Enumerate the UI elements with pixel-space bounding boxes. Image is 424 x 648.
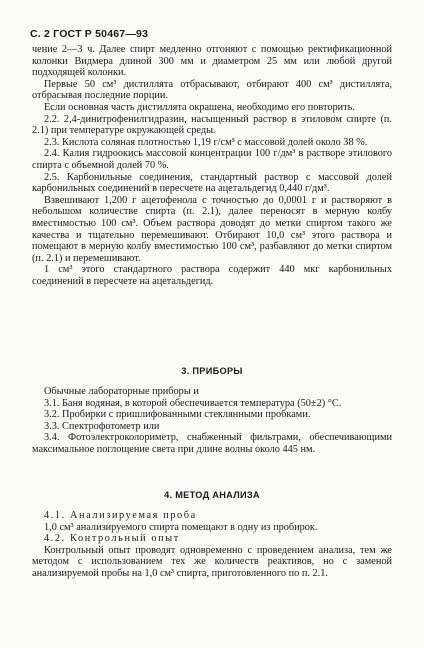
paragraph: 3.3. Спектрофотометр или <box>44 420 160 432</box>
text-block-analysis <box>32 510 392 580</box>
paragraph: 2.3. Кислота соляная плотностью 1,19 г/см³ с массовой долей около 38 %. <box>44 136 368 148</box>
subheading: 4.2. Контрольный опыт <box>44 533 180 545</box>
paragraph: 1,0 см³ анализируемого спирта помещают в одну из пробирок. <box>44 521 318 533</box>
section-heading-instruments: 3. ПРИБОРЫ <box>181 366 243 376</box>
subheading: 4.1. Анализируемая проба <box>44 510 197 521</box>
paragraph: 2.2. 2,4-динитрофенилгидразин, насыщенный раствор в этиловом спирте (п. 2.1) при температуре окружающей среды. <box>32 113 392 137</box>
paragraph: 3.4. Фотоэлектроколориметр, снабженный фильтрами, обеспечивающими максимальное поглощение света при длине волны около 445 нм. <box>32 432 392 455</box>
page-header: С. 2 ГОСТ Р 50467—93 <box>30 28 149 40</box>
section-heading-analysis-method: 4. МЕТОД АНАЛИЗА <box>164 490 260 500</box>
paragraph: 2.4. Калия гидроокись массовой концентрации 100 г/дм³ в растворе этилового спирта с объемной долей 70 %. <box>32 148 392 171</box>
paragraph: Если основная часть дистиллята окрашена, необходимо его повторить. <box>44 101 355 113</box>
text-block-instruments <box>32 386 392 456</box>
paragraph: 2.5. Карбонильные соединения, стандартный раствор с массовой долей карбонильных соединений в пересчете на ацетальдегид 0,440 г/дм³. <box>32 171 392 195</box>
text-block-reagents <box>32 44 392 287</box>
paragraph: Взвешивают 1,200 г ацетофенола с точностью до 0,0001 г и растворяют в небольшом количестве спирта (п. 2.1), далее переносят в мерную колбу вместимостью 100 см³. Объем раствора доводят до метки спиртом такого же качества и тщательно перемешивают. Отбирают 10,0 см³ этого раствора и помещают в мерную колбу вместимостью 100 см³, разбавляют до метки спиртом (п. 2.1) и перемешивают. <box>32 194 392 264</box>
paragraph: 3.2. Пробирки с пришлифованными стеклянными пробками. <box>44 409 311 421</box>
paragraph: чение 2—3 ч. Далее спирт медленно отгоняют с помощью ректификационной колонки Видмера длиной 300 мм и диаметром 25 мм или любой другой подходящей колонки. <box>32 44 392 79</box>
paragraph: Обычные лабораторные приборы и <box>44 386 199 397</box>
paragraph: Первые 50 см³ дистиллята отбрасывают, отбирают 400 см³ дистиллята, отбрасывая последние порции. <box>32 78 392 102</box>
paragraph: 1 см³ этого стандартного раствора содержит 440 мкг карбонильных соединений в пересчете на ацетальдегид. <box>32 264 392 287</box>
paragraph: Контрольный опыт проводят одновременно с проведением анализа, тем же методом с использованием тех же количеств реактивов, но с заменой анализируемой пробы на 1,0 см³ спирта, приготовленного по п. 2.1. <box>32 544 392 579</box>
paragraph: 3.1. Баня водяная, в которой обеспечивается температура (50±2) °С. <box>44 397 342 409</box>
